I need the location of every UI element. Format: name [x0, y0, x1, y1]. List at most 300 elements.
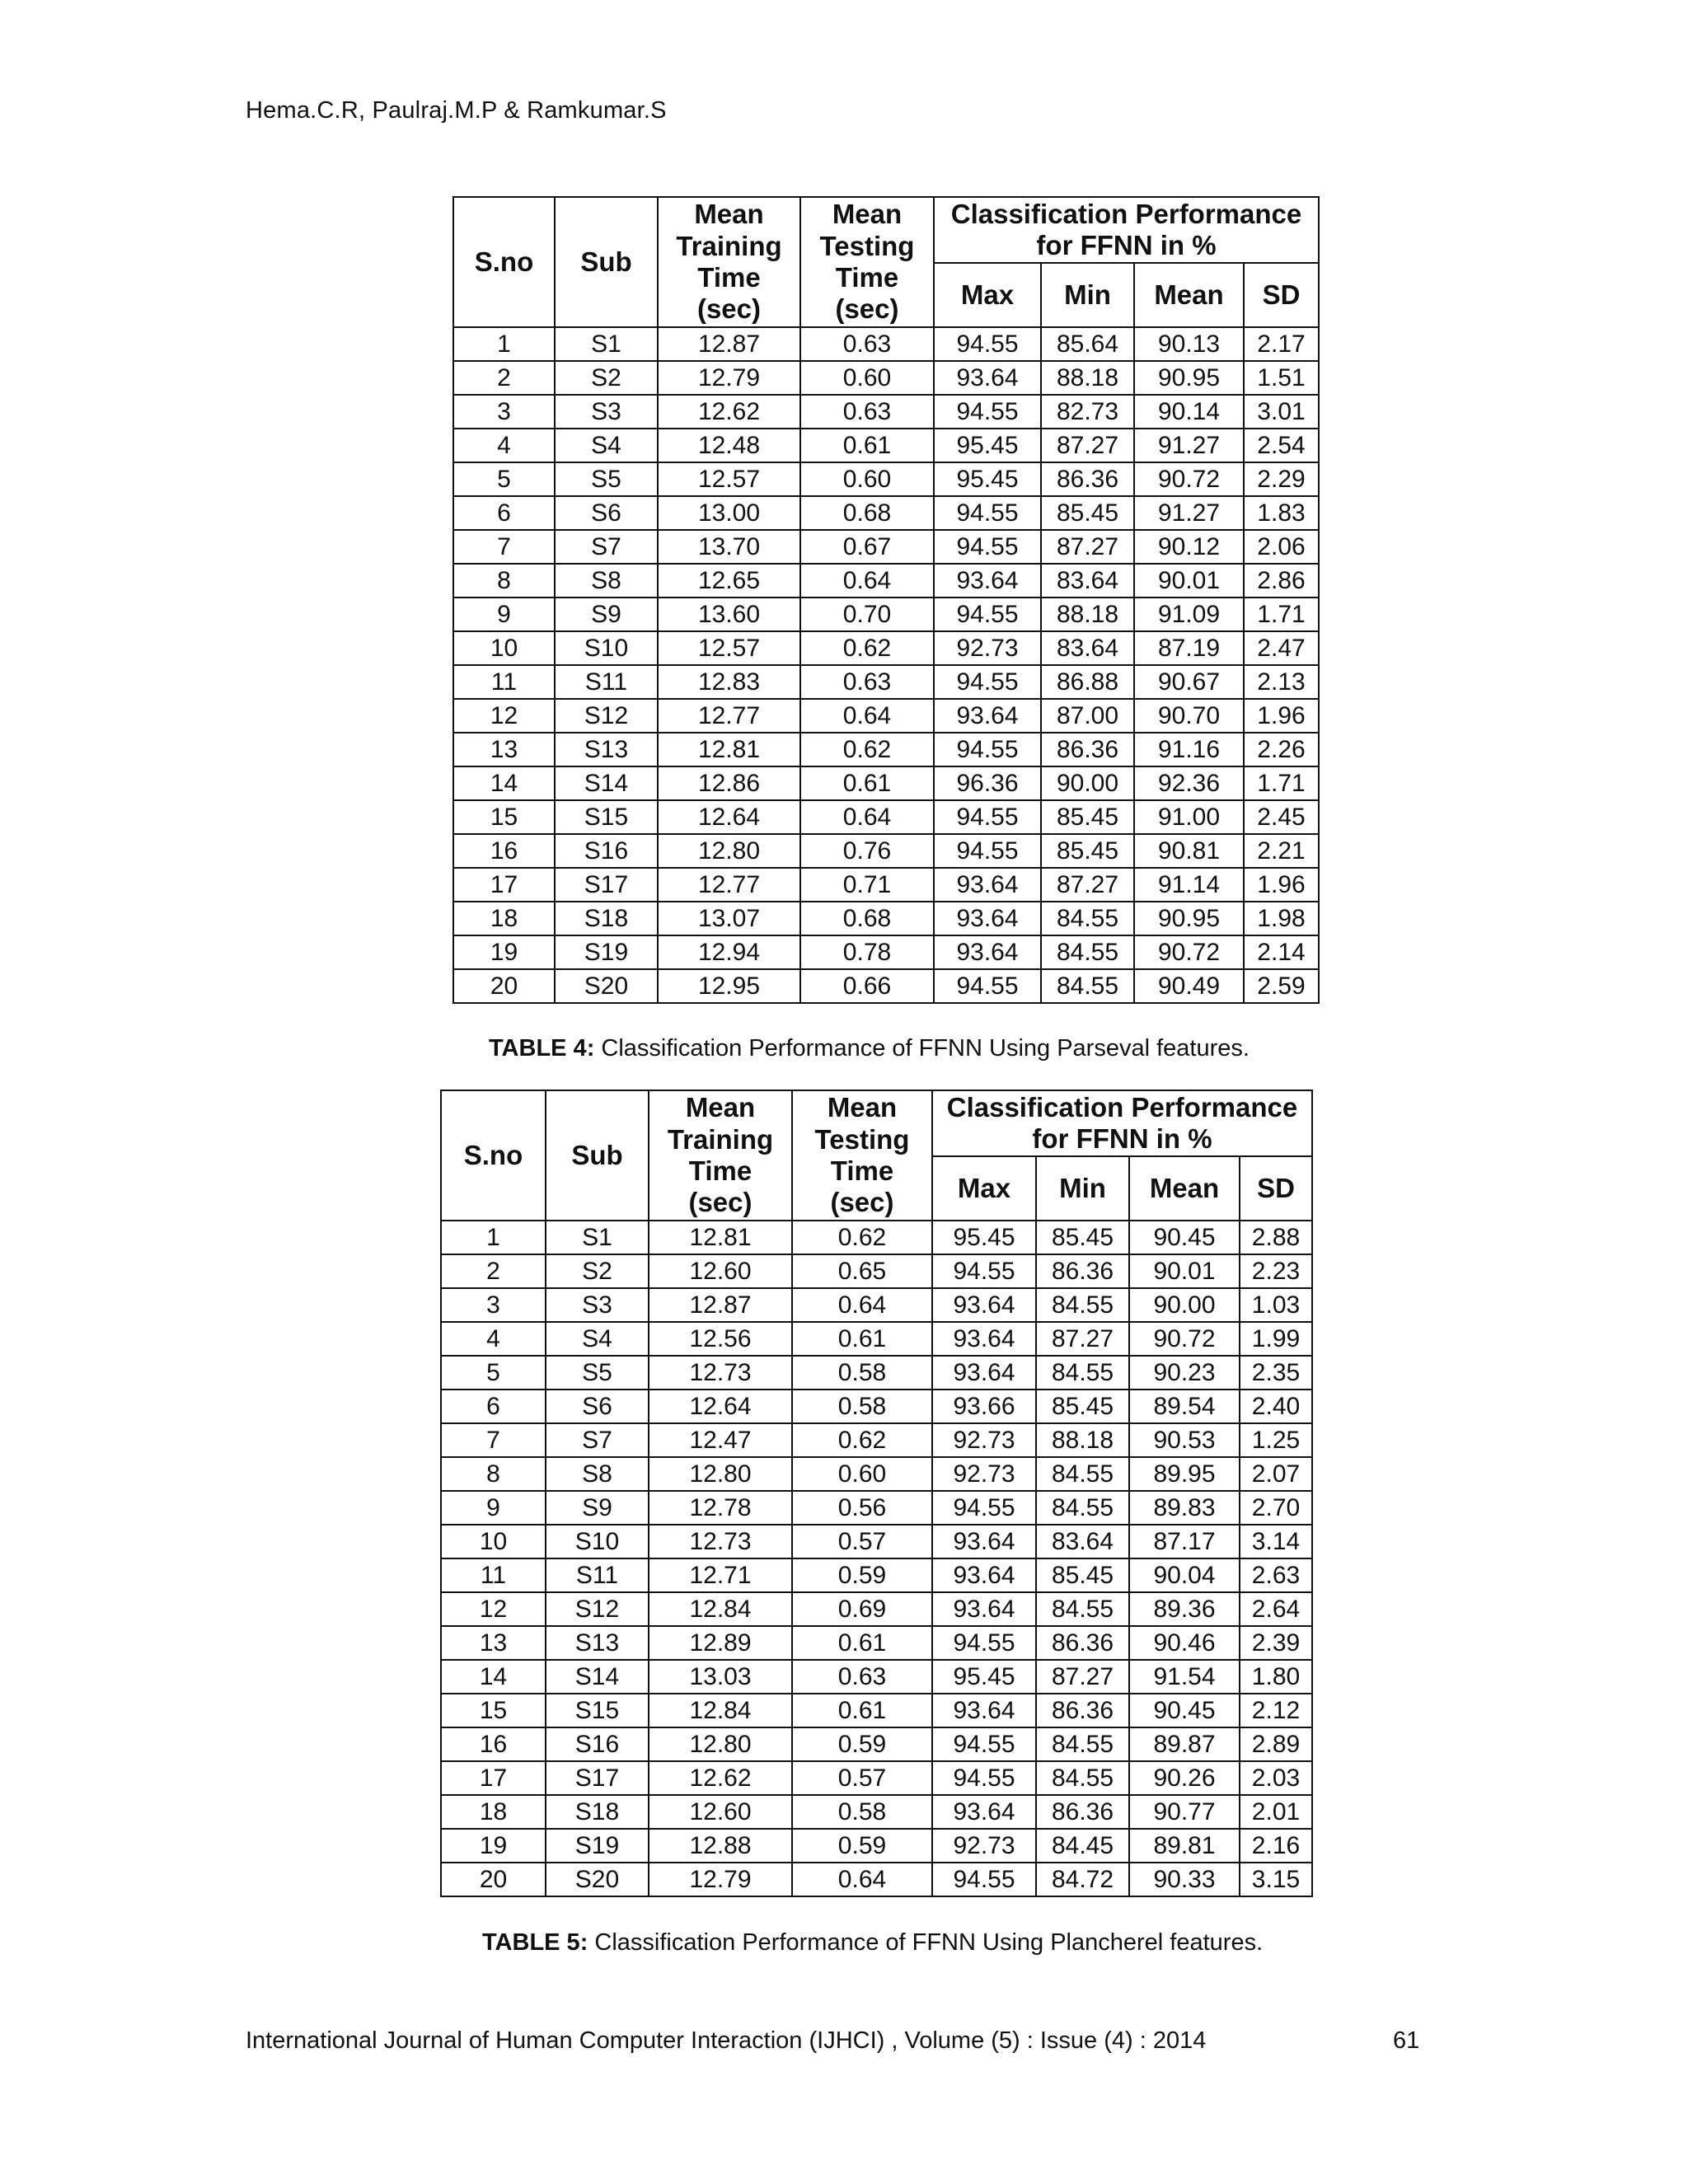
cell-max: 93.64 — [932, 1288, 1036, 1322]
cell-mean-testing-time: 0.60 — [792, 1457, 932, 1491]
cell-sub: S18 — [546, 1795, 649, 1829]
cell-min: 84.55 — [1036, 1761, 1129, 1795]
cell-sno: 19 — [453, 935, 555, 969]
cell-min: 85.45 — [1041, 496, 1134, 530]
cell-min: 86.36 — [1041, 733, 1134, 766]
cell-sno: 10 — [441, 1525, 546, 1558]
cell-max: 93.64 — [934, 935, 1041, 969]
cell-min: 88.18 — [1041, 361, 1134, 395]
cell-max: 93.64 — [934, 902, 1041, 935]
cell-sub: S2 — [555, 361, 658, 395]
cell-sd: 1.83 — [1244, 496, 1319, 530]
table-row — [453, 766, 1319, 800]
cell-max: 93.64 — [932, 1694, 1036, 1727]
cell-sub: S9 — [546, 1491, 649, 1525]
cell-min: 86.36 — [1036, 1254, 1129, 1288]
cell-sno: 17 — [453, 868, 555, 902]
cell-mean-testing-time: 0.70 — [800, 598, 934, 631]
table-row — [453, 361, 1319, 395]
header-sub: Sub — [555, 197, 658, 327]
cell-mean-testing-time: 0.60 — [800, 462, 934, 496]
cell-max: 94.55 — [934, 969, 1041, 1003]
cell-sub: S14 — [546, 1660, 649, 1694]
cell-mean-testing-time: 0.59 — [792, 1558, 932, 1592]
cell-sd: 2.17 — [1244, 327, 1319, 361]
table-row — [453, 969, 1319, 1003]
cell-max: 95.45 — [932, 1221, 1036, 1254]
cell-sub: S20 — [555, 969, 658, 1003]
cell-mean-training-time: 12.86 — [658, 766, 800, 800]
cell-sd: 1.98 — [1244, 902, 1319, 935]
cell-mean-testing-time: 0.63 — [800, 665, 934, 699]
cell-sno: 5 — [441, 1356, 546, 1390]
cell-max: 93.64 — [932, 1322, 1036, 1356]
cell-min: 84.55 — [1036, 1356, 1129, 1390]
cell-min: 88.18 — [1041, 598, 1134, 631]
cell-mean-training-time: 12.60 — [649, 1254, 792, 1288]
cell-mean-testing-time: 0.64 — [792, 1863, 932, 1896]
table-row — [441, 1694, 1312, 1727]
cell-mean-training-time: 12.77 — [658, 699, 800, 733]
table-row — [453, 530, 1319, 564]
cell-sno: 11 — [453, 665, 555, 699]
cell-sno: 7 — [453, 530, 555, 564]
cell-max: 95.45 — [934, 429, 1041, 462]
table-4-body — [453, 327, 1319, 1003]
header-sd: SD — [1240, 1156, 1312, 1221]
cell-mean-training-time: 13.03 — [649, 1660, 792, 1694]
header-min: Min — [1036, 1156, 1129, 1221]
cell-sno: 1 — [441, 1221, 546, 1254]
cell-mean-training-time: 12.60 — [649, 1795, 792, 1829]
cell-mean-testing-time: 0.61 — [800, 429, 934, 462]
cell-mean-testing-time: 0.76 — [800, 834, 934, 868]
cell-sd: 2.89 — [1240, 1727, 1312, 1761]
header-sno: S.no — [441, 1090, 546, 1221]
cell-mean-training-time: 12.56 — [649, 1322, 792, 1356]
cell-mean-training-time: 13.60 — [658, 598, 800, 631]
cell-max: 94.55 — [932, 1863, 1036, 1896]
cell-max: 93.64 — [932, 1525, 1036, 1558]
table-row — [441, 1558, 1312, 1592]
cell-sub: S12 — [555, 699, 658, 733]
cell-mean: 90.81 — [1134, 834, 1244, 868]
cell-sd: 2.39 — [1240, 1626, 1312, 1660]
table-row — [453, 834, 1319, 868]
cell-min: 85.45 — [1036, 1558, 1129, 1592]
cell-mean-testing-time: 0.56 — [792, 1491, 932, 1525]
table-row — [441, 1491, 1312, 1525]
cell-sd: 1.80 — [1240, 1660, 1312, 1694]
cell-sno: 9 — [441, 1491, 546, 1525]
cell-mean: 90.67 — [1134, 665, 1244, 699]
cell-mean: 91.16 — [1134, 733, 1244, 766]
cell-mean: 90.45 — [1129, 1694, 1240, 1727]
cell-sd: 2.86 — [1244, 564, 1319, 598]
table-row — [441, 1221, 1312, 1254]
cell-sub: S19 — [546, 1829, 649, 1863]
cell-mean-training-time: 12.79 — [649, 1863, 792, 1896]
cell-mean: 90.95 — [1134, 361, 1244, 395]
table-row — [453, 496, 1319, 530]
cell-mean-testing-time: 0.58 — [792, 1390, 932, 1423]
cell-sd: 2.01 — [1240, 1795, 1312, 1829]
cell-mean-training-time: 12.80 — [649, 1457, 792, 1491]
cell-mean: 90.53 — [1129, 1423, 1240, 1457]
cell-mean: 90.70 — [1134, 699, 1244, 733]
cell-sd: 1.99 — [1240, 1322, 1312, 1356]
cell-mean-training-time: 12.80 — [658, 834, 800, 868]
cell-sub: S3 — [546, 1288, 649, 1322]
cell-max: 94.55 — [934, 598, 1041, 631]
table-row — [441, 1727, 1312, 1761]
cell-max: 94.55 — [934, 496, 1041, 530]
cell-sno: 19 — [441, 1829, 546, 1863]
cell-mean-training-time: 12.89 — [649, 1626, 792, 1660]
table-5-caption: TABLE 5: Classification Performance of FFNN Using Plancherel features. — [482, 1929, 1264, 1956]
cell-max: 93.64 — [934, 699, 1041, 733]
cell-mean: 89.83 — [1129, 1491, 1240, 1525]
cell-mean-training-time: 12.62 — [649, 1761, 792, 1795]
table-row — [441, 1254, 1312, 1288]
cell-mean-training-time: 12.77 — [658, 868, 800, 902]
table-row — [453, 598, 1319, 631]
table-row — [441, 1390, 1312, 1423]
cell-sub: S7 — [555, 530, 658, 564]
cell-mean-testing-time: 0.65 — [792, 1254, 932, 1288]
cell-mean-testing-time: 0.59 — [792, 1727, 932, 1761]
cell-max: 92.73 — [932, 1457, 1036, 1491]
cell-sub: S4 — [546, 1322, 649, 1356]
cell-sub: S11 — [546, 1558, 649, 1592]
cell-mean: 90.72 — [1134, 462, 1244, 496]
cell-mean-training-time: 12.84 — [649, 1694, 792, 1727]
cell-sub: S5 — [555, 462, 658, 496]
cell-mean: 89.81 — [1129, 1829, 1240, 1863]
cell-mean-training-time: 12.47 — [649, 1423, 792, 1457]
cell-mean-training-time: 12.78 — [649, 1491, 792, 1525]
table-row — [441, 1863, 1312, 1896]
cell-max: 96.36 — [934, 766, 1041, 800]
cell-sno: 11 — [441, 1558, 546, 1592]
cell-sno: 20 — [441, 1863, 546, 1896]
header-mean-testing-time: Mean Testing Time (sec) — [792, 1090, 932, 1221]
cell-sno: 2 — [441, 1254, 546, 1288]
cell-min: 85.64 — [1041, 327, 1134, 361]
cell-sub: S10 — [555, 631, 658, 665]
cell-min: 86.36 — [1036, 1795, 1129, 1829]
cell-sno: 12 — [441, 1592, 546, 1626]
page-number: 61 — [1393, 2027, 1420, 2054]
cell-sno: 15 — [441, 1694, 546, 1727]
cell-mean-testing-time: 0.62 — [792, 1221, 932, 1254]
table-row — [453, 800, 1319, 834]
cell-mean: 91.14 — [1134, 868, 1244, 902]
header-mean-testing-time: Mean Testing Time (sec) — [800, 197, 934, 327]
cell-max: 94.55 — [934, 733, 1041, 766]
table-4-caption: TABLE 4: Classification Performance of FFNN Using Parseval features. — [489, 1035, 1250, 1062]
header-mean: Mean — [1129, 1156, 1240, 1221]
cell-min: 85.45 — [1036, 1221, 1129, 1254]
cell-mean: 90.26 — [1129, 1761, 1240, 1795]
cell-mean-training-time: 12.83 — [658, 665, 800, 699]
cell-max: 93.64 — [932, 1356, 1036, 1390]
cell-mean-testing-time: 0.71 — [800, 868, 934, 902]
cell-mean-testing-time: 0.63 — [800, 327, 934, 361]
cell-mean-testing-time: 0.61 — [792, 1694, 932, 1727]
cell-sno: 16 — [453, 834, 555, 868]
cell-sd: 1.51 — [1244, 361, 1319, 395]
cell-mean: 90.95 — [1134, 902, 1244, 935]
cell-mean-training-time: 12.88 — [649, 1829, 792, 1863]
cell-sd: 2.13 — [1244, 665, 1319, 699]
cell-mean: 90.23 — [1129, 1356, 1240, 1390]
cell-max: 93.64 — [932, 1592, 1036, 1626]
header-sd: SD — [1244, 263, 1319, 327]
cell-sub: S19 — [555, 935, 658, 969]
cell-mean: 90.46 — [1129, 1626, 1240, 1660]
cell-mean: 87.17 — [1129, 1525, 1240, 1558]
cell-mean-testing-time: 0.64 — [800, 800, 934, 834]
cell-max: 93.64 — [934, 361, 1041, 395]
cell-mean-testing-time: 0.69 — [792, 1592, 932, 1626]
cell-mean: 90.33 — [1129, 1863, 1240, 1896]
cell-min: 86.36 — [1036, 1694, 1129, 1727]
cell-sd: 2.47 — [1244, 631, 1319, 665]
cell-sd: 1.03 — [1240, 1288, 1312, 1322]
cell-max: 93.64 — [934, 868, 1041, 902]
table-5 — [440, 1090, 1313, 1897]
cell-mean-training-time: 12.57 — [658, 631, 800, 665]
cell-sd: 2.14 — [1244, 935, 1319, 969]
cell-mean: 91.27 — [1134, 496, 1244, 530]
cell-max: 94.55 — [932, 1626, 1036, 1660]
cell-sub: S6 — [546, 1390, 649, 1423]
cell-sno: 7 — [441, 1423, 546, 1457]
cell-sno: 1 — [453, 327, 555, 361]
cell-sub: S15 — [555, 800, 658, 834]
cell-sub: S5 — [546, 1356, 649, 1390]
cell-sub: S1 — [546, 1221, 649, 1254]
cell-mean: 90.00 — [1129, 1288, 1240, 1322]
cell-min: 82.73 — [1041, 395, 1134, 429]
cell-min: 84.55 — [1036, 1288, 1129, 1322]
table-row — [441, 1457, 1312, 1491]
table-row — [453, 868, 1319, 902]
cell-mean-testing-time: 0.61 — [792, 1322, 932, 1356]
cell-mean: 90.01 — [1134, 564, 1244, 598]
cell-sub: S10 — [546, 1525, 649, 1558]
cell-sd: 2.59 — [1244, 969, 1319, 1003]
cell-max: 93.64 — [932, 1558, 1036, 1592]
cell-sub: S13 — [555, 733, 658, 766]
cell-mean-testing-time: 0.63 — [800, 395, 934, 429]
cell-min: 87.00 — [1041, 699, 1134, 733]
cell-min: 86.88 — [1041, 665, 1134, 699]
cell-sno: 15 — [453, 800, 555, 834]
cell-max: 94.55 — [934, 530, 1041, 564]
cell-mean-testing-time: 0.62 — [800, 733, 934, 766]
cell-sub: S8 — [555, 564, 658, 598]
cell-sd: 2.16 — [1240, 1829, 1312, 1863]
cell-sub: S7 — [546, 1423, 649, 1457]
cell-sub: S12 — [546, 1592, 649, 1626]
cell-max: 94.55 — [932, 1727, 1036, 1761]
table-row — [453, 327, 1319, 361]
cell-mean-testing-time: 0.64 — [800, 564, 934, 598]
header-sub: Sub — [546, 1090, 649, 1221]
header-mean: Mean — [1134, 263, 1244, 327]
cell-sub: S8 — [546, 1457, 649, 1491]
cell-mean-training-time: 12.81 — [649, 1221, 792, 1254]
cell-sub: S1 — [555, 327, 658, 361]
cell-sno: 5 — [453, 462, 555, 496]
cell-mean-testing-time: 0.59 — [792, 1829, 932, 1863]
table-row — [441, 1356, 1312, 1390]
cell-sd: 1.96 — [1244, 699, 1319, 733]
cell-mean-testing-time: 0.62 — [800, 631, 934, 665]
cell-sno: 9 — [453, 598, 555, 631]
cell-max: 94.55 — [932, 1254, 1036, 1288]
cell-mean-testing-time: 0.78 — [800, 935, 934, 969]
table-row — [453, 665, 1319, 699]
cell-mean-testing-time: 0.66 — [800, 969, 934, 1003]
cell-mean: 90.13 — [1134, 327, 1244, 361]
cell-mean: 90.72 — [1129, 1322, 1240, 1356]
cell-mean-testing-time: 0.58 — [792, 1795, 932, 1829]
cell-sd: 1.71 — [1244, 598, 1319, 631]
cell-sno: 8 — [453, 564, 555, 598]
cell-sub: S3 — [555, 395, 658, 429]
cell-max: 95.45 — [932, 1660, 1036, 1694]
cell-mean: 90.04 — [1129, 1558, 1240, 1592]
cell-min: 87.27 — [1041, 429, 1134, 462]
header-max: Max — [934, 263, 1041, 327]
cell-mean-training-time: 12.62 — [658, 395, 800, 429]
cell-mean-training-time: 12.48 — [658, 429, 800, 462]
table-4 — [452, 196, 1320, 1004]
cell-sub: S2 — [546, 1254, 649, 1288]
cell-sd: 2.54 — [1244, 429, 1319, 462]
header-mean-training-time: Mean Training Time (sec) — [658, 197, 800, 327]
cell-sub: S16 — [546, 1727, 649, 1761]
cell-sd: 2.12 — [1240, 1694, 1312, 1727]
cell-min: 90.00 — [1041, 766, 1134, 800]
cell-mean-training-time: 13.07 — [658, 902, 800, 935]
cell-min: 86.36 — [1036, 1626, 1129, 1660]
cell-max: 92.73 — [934, 631, 1041, 665]
cell-mean: 91.54 — [1129, 1660, 1240, 1694]
cell-sub: S4 — [555, 429, 658, 462]
cell-sub: S14 — [555, 766, 658, 800]
cell-min: 84.72 — [1036, 1863, 1129, 1896]
cell-sd: 2.26 — [1244, 733, 1319, 766]
cell-sd: 3.15 — [1240, 1863, 1312, 1896]
cell-mean-training-time: 12.71 — [649, 1558, 792, 1592]
cell-sno: 10 — [453, 631, 555, 665]
cell-min: 84.55 — [1041, 902, 1134, 935]
cell-min: 87.27 — [1041, 530, 1134, 564]
cell-min: 84.45 — [1036, 1829, 1129, 1863]
table-5-body — [441, 1221, 1312, 1896]
cell-min: 83.64 — [1041, 564, 1134, 598]
cell-min: 86.36 — [1041, 462, 1134, 496]
cell-sno: 13 — [453, 733, 555, 766]
cell-sno: 14 — [453, 766, 555, 800]
cell-mean: 92.36 — [1134, 766, 1244, 800]
cell-mean-training-time: 12.64 — [649, 1390, 792, 1423]
cell-sno: 8 — [441, 1457, 546, 1491]
table-row — [441, 1626, 1312, 1660]
cell-mean: 87.19 — [1134, 631, 1244, 665]
cell-sno: 3 — [453, 395, 555, 429]
cell-mean-training-time: 13.70 — [658, 530, 800, 564]
cell-sd: 1.96 — [1244, 868, 1319, 902]
header-classification-performance: Classification Performance for FFNN in % — [932, 1090, 1312, 1156]
cell-mean: 90.12 — [1134, 530, 1244, 564]
cell-min: 85.45 — [1041, 800, 1134, 834]
table-row — [453, 733, 1319, 766]
cell-sub: S16 — [555, 834, 658, 868]
cell-mean: 90.01 — [1129, 1254, 1240, 1288]
cell-max: 93.64 — [934, 564, 1041, 598]
cell-sno: 20 — [453, 969, 555, 1003]
table-row — [441, 1288, 1312, 1322]
table-row — [441, 1423, 1312, 1457]
cell-mean-training-time: 13.00 — [658, 496, 800, 530]
cell-min: 88.18 — [1036, 1423, 1129, 1457]
cell-mean: 91.09 — [1134, 598, 1244, 631]
header-sno: S.no — [453, 197, 555, 327]
cell-sub: S11 — [555, 665, 658, 699]
cell-max: 94.55 — [934, 665, 1041, 699]
table-row — [441, 1592, 1312, 1626]
cell-mean-training-time: 12.64 — [658, 800, 800, 834]
cell-sd: 2.64 — [1240, 1592, 1312, 1626]
cell-mean-testing-time: 0.61 — [792, 1626, 932, 1660]
cell-min: 87.27 — [1036, 1322, 1129, 1356]
cell-sno: 14 — [441, 1660, 546, 1694]
cell-max: 94.55 — [934, 395, 1041, 429]
table-row — [453, 631, 1319, 665]
cell-mean: 90.45 — [1129, 1221, 1240, 1254]
table-row — [441, 1525, 1312, 1558]
cell-mean-training-time: 12.84 — [649, 1592, 792, 1626]
cell-mean-training-time: 12.73 — [649, 1525, 792, 1558]
table-row — [453, 429, 1319, 462]
cell-mean-training-time: 12.65 — [658, 564, 800, 598]
table-row — [441, 1829, 1312, 1863]
cell-max: 93.64 — [932, 1795, 1036, 1829]
cell-sno: 13 — [441, 1626, 546, 1660]
cell-mean-testing-time: 0.68 — [800, 496, 934, 530]
cell-sd: 2.29 — [1244, 462, 1319, 496]
cell-sub: S6 — [555, 496, 658, 530]
header-max: Max — [932, 1156, 1036, 1221]
cell-sub: S18 — [555, 902, 658, 935]
cell-sd: 2.88 — [1240, 1221, 1312, 1254]
cell-sd: 3.01 — [1244, 395, 1319, 429]
cell-min: 83.64 — [1041, 631, 1134, 665]
cell-sd: 2.23 — [1240, 1254, 1312, 1288]
cell-mean: 91.00 — [1134, 800, 1244, 834]
cell-min: 85.45 — [1036, 1390, 1129, 1423]
journal-footer: International Journal of Human Computer Interaction (IJHCI) , Volume (5) : Issue (4) : 2014 — [246, 2027, 1207, 2054]
cell-sno: 12 — [453, 699, 555, 733]
cell-mean: 89.54 — [1129, 1390, 1240, 1423]
table-row — [453, 699, 1319, 733]
cell-min: 84.55 — [1041, 935, 1134, 969]
